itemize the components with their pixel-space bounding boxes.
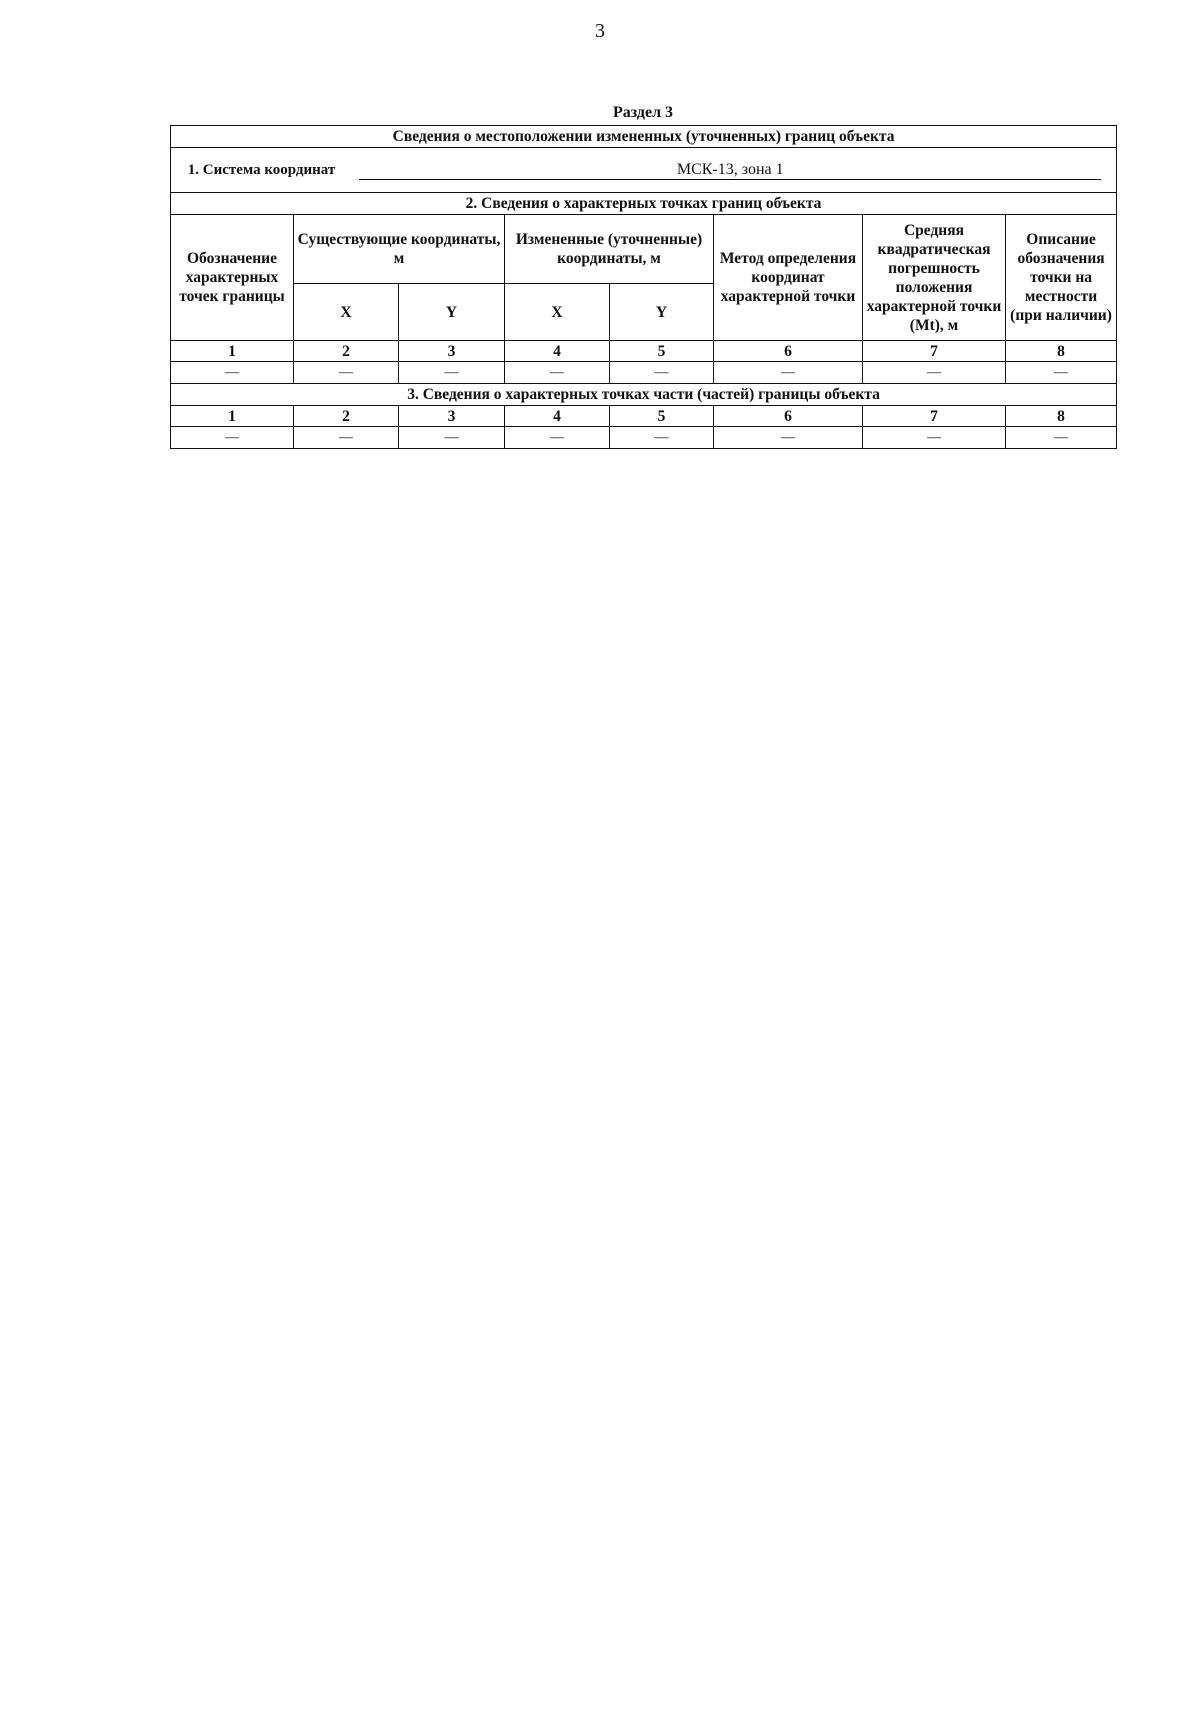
table-cell: — [610,362,714,384]
column-number: 4 [505,406,610,427]
table-title: Сведения о местоположении измененных (уточненных) границ объекта [171,126,1117,148]
table-title-row [171,126,1117,148]
section-title: Раздел 3 [612,104,674,121]
header-changed-coords: Измененные (уточненные) координаты, м [505,215,714,284]
header-existing-coords: Существующие координаты, м [294,215,505,284]
coordinate-system-row [171,148,1117,193]
coordinate-system-label: 1. Система координат [187,162,336,178]
table-cell: — [863,427,1006,449]
header-changed-y: Y [610,284,714,341]
coordinate-system-value: МСК-13, зона 1 [359,160,1101,180]
table-cell: — [714,427,863,449]
subsection3-title: 3. Сведения о характерных точках части (частей) границы объекта [171,384,1117,406]
table-cell: — [610,427,714,449]
table-cell: — [399,427,505,449]
column-number: 4 [505,341,610,362]
header-method: Метод определения координат характерной точки [714,215,863,341]
table-row [171,427,1117,449]
header-description: Описание обозначения точки на местности (при наличии) [1006,215,1117,341]
boundary-table [170,125,1117,449]
subsection3-title-row [171,384,1117,406]
column-numbers-row [171,341,1117,362]
table-cell: — [863,362,1006,384]
header-row-top [171,215,1117,284]
column-number: 5 [610,341,714,362]
table-cell: — [505,362,610,384]
table-cell: — [1006,362,1117,384]
column-number: 7 [863,406,1006,427]
column-number: 2 [294,341,399,362]
table-cell: — [399,362,505,384]
column-number: 8 [1006,406,1117,427]
column-number: 2 [294,406,399,427]
column-number: 3 [399,406,505,427]
table-cell: — [294,362,399,384]
subsection2-title-row [171,193,1117,215]
column-numbers-row-2 [171,406,1117,427]
table-row [171,362,1117,384]
table-cell: — [171,427,294,449]
column-number: 6 [714,406,863,427]
header-existing-x: X [294,284,399,341]
header-designation: Обозначение характерных точек границы [171,215,294,341]
column-number: 3 [399,341,505,362]
table-cell: — [294,427,399,449]
column-number: 1 [171,341,294,362]
page-number: 3 [595,20,605,42]
column-number: 8 [1006,341,1117,362]
table-cell: — [171,362,294,384]
header-error: Средняя квадратическая погрешность положения характерной точки (Mt), м [863,215,1006,341]
column-number: 7 [863,341,1006,362]
column-number: 1 [171,406,294,427]
table-cell: — [714,362,863,384]
table-cell: — [1006,427,1117,449]
subsection2-title: 2. Сведения о характерных точках границ объекта [171,193,1117,215]
table-cell: — [505,427,610,449]
header-existing-y: Y [399,284,505,341]
column-number: 6 [714,341,863,362]
header-changed-x: X [505,284,610,341]
column-number: 5 [610,406,714,427]
